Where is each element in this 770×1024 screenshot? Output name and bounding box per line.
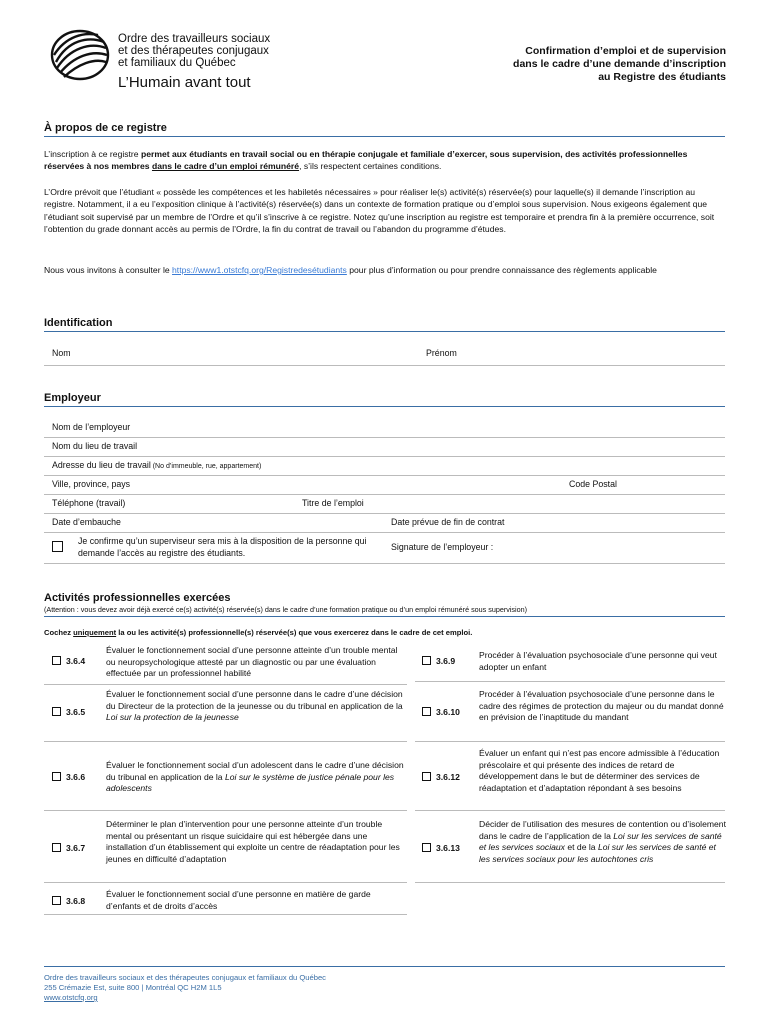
tagline: L’Humain avant tout bbox=[118, 74, 251, 91]
footer bbox=[44, 973, 326, 1003]
text-3-6-13-a: Décider de l’utilisation des mesures de contention ou d’isolement dans le cadre de l’application de la bbox=[479, 819, 726, 841]
text-3-6-5 bbox=[106, 689, 406, 724]
identification-section-title: Identification bbox=[44, 317, 113, 329]
postal-code-label: Code Postal bbox=[569, 479, 617, 489]
row-divider bbox=[44, 914, 407, 915]
row-divider bbox=[44, 741, 407, 742]
activity-3-6-13[interactable] bbox=[422, 843, 460, 853]
checkbox-3-6-8[interactable] bbox=[52, 896, 61, 905]
about-p1-c: dans le cadre d’un emploi rémunéré bbox=[151, 161, 300, 172]
footer-divider bbox=[44, 966, 725, 967]
address-label-text: Adresse du lieu de travail bbox=[52, 460, 151, 470]
text-3-6-10: Procéder à l’évaluation psychosociale d’une personne dans le cadre des régimes de protection du majeur ou du mandat donné en prévision de l’inaptitude du mandant bbox=[479, 689, 724, 722]
activity-3-6-5[interactable] bbox=[52, 707, 85, 717]
code-3-6-5: 3.6.5 bbox=[66, 707, 86, 717]
supervisor-confirm-checkbox[interactable] bbox=[52, 541, 63, 552]
activities-note: (Attention : vous devez avoir déjà exercé ce(s) activité(s) réservée(s) dans le cadre d’une formation pratique ou d’un emploi rémunéré sous supervision) bbox=[44, 605, 527, 614]
activities-section-title: Activités professionnelles exercées bbox=[44, 592, 231, 604]
about-p1-b: permet aux étudiants en travail social ou en thérapie conjugale et familiale d’exercer, sous supervision, des activités professionnelles réservées à nos membres bbox=[44, 149, 688, 172]
text-3-6-5-law: Loi sur la protection de la jeunesse bbox=[106, 712, 239, 722]
checkbox-3-6-6[interactable] bbox=[52, 772, 61, 781]
text-3-6-6-a: Évaluer le fonctionnement social d’un adolescent dans le cadre d’une décision du tribunal en application de la bbox=[106, 760, 404, 782]
title-line-3: au Registre des étudiants bbox=[598, 71, 726, 83]
activity-3-6-4[interactable] bbox=[52, 656, 85, 666]
text-3-6-6-law: Loi sur le système de justice pénale pour les adolescents bbox=[106, 771, 395, 793]
city-row[interactable] bbox=[44, 476, 725, 495]
about-paragraph-3 bbox=[44, 264, 726, 276]
instr-b: la ou les activité(s) professionnelle(s) réservée(s) que vous exercerez dans le cadre de cet emploi. bbox=[116, 628, 473, 637]
employer-section-title: Employeur bbox=[44, 392, 101, 404]
address-note: (No d’immeuble, rue, appartement) bbox=[150, 463, 262, 470]
text-3-6-13-law-1: Loi sur les services de santé et les services sociaux bbox=[479, 830, 722, 852]
about-paragraph-1 bbox=[44, 148, 726, 173]
footer-website-link[interactable]: www.otstcfq.org bbox=[44, 993, 98, 1002]
nom-label: Nom bbox=[52, 348, 71, 358]
checkbox-3-6-13[interactable] bbox=[422, 843, 431, 852]
checkbox-3-6-12[interactable] bbox=[422, 772, 431, 781]
footer-address: 255 Crémazie Est, suite 800 | Montréal QC H2M 1L5 bbox=[44, 983, 222, 992]
text-3-6-9: Procéder à l’évaluation psychosociale d’une personne qui veut adopter un enfant bbox=[479, 650, 717, 672]
activity-3-6-6[interactable] bbox=[52, 772, 85, 782]
title-line-1: Confirmation d’emploi et de supervision bbox=[525, 45, 726, 57]
prenom-label: Prénom bbox=[426, 348, 457, 358]
footer-org: Ordre des travailleurs sociaux et des thérapeutes conjugaux et familiaux du Québec bbox=[44, 973, 326, 982]
text-3-6-7: Déterminer le plan d’intervention pour une personne atteinte d’un trouble mental ou présentant un risque suicidaire qui est hébergée dans une installation d’un établissement qui exploite un centre de réadaptation pour les jeunes en difficulté d’adaptation bbox=[106, 819, 400, 864]
logo-emblem-icon bbox=[48, 26, 112, 84]
identification-divider bbox=[44, 331, 725, 332]
instr-a: Cochez bbox=[44, 628, 74, 637]
activity-3-6-9[interactable] bbox=[422, 656, 455, 666]
workplace-name-field[interactable] bbox=[44, 438, 725, 457]
code-3-6-6: 3.6.6 bbox=[66, 772, 86, 782]
about-divider bbox=[44, 136, 725, 137]
org-line-1: Ordre des travailleurs sociaux bbox=[118, 33, 271, 45]
text-3-6-12: Évaluer un enfant qui n’est pas encore admissible à l’éducation préscolaire et qui présente des indices de retard de développement dans le but de déterminer des services de réadaptation et d’adaptation répondant à ses besoins bbox=[479, 748, 720, 793]
title-line-2: dans le cadre d’une demande d’inscription bbox=[513, 58, 726, 70]
about-p1-a: L’inscription à ce registre bbox=[44, 149, 141, 159]
text-3-6-13-law-2: Loi sur les services de santé et les services sociaux pour les autochtones cris bbox=[479, 842, 716, 864]
org-name bbox=[118, 33, 270, 69]
row-divider bbox=[415, 681, 725, 682]
employer-name-label: Nom de l’employeur bbox=[52, 422, 131, 432]
code-3-6-4: 3.6.4 bbox=[66, 656, 86, 666]
registry-link[interactable]: https://www1.otstcfq.org/Registredesétudiants bbox=[172, 265, 347, 275]
checkbox-3-6-7[interactable] bbox=[52, 843, 61, 852]
employer-divider bbox=[44, 406, 725, 407]
workplace-name-label: Nom du lieu de travail bbox=[52, 441, 138, 451]
employer-signature-label: Signature de l’employeur : bbox=[391, 542, 494, 552]
org-line-3: et familiaux du Québec bbox=[118, 57, 236, 69]
activity-3-6-12[interactable] bbox=[422, 772, 460, 782]
text-3-6-4: Évaluer le fonctionnement social d’une personne atteinte d’un trouble mental ou neuropsychologique attesté par un diagnostic ou par une évaluation effectuée par un professionnel habilité bbox=[106, 645, 398, 678]
checkbox-3-6-10[interactable] bbox=[422, 707, 431, 716]
workplace-address-label bbox=[52, 460, 261, 470]
code-3-6-7: 3.6.7 bbox=[66, 843, 86, 853]
about-paragraph-2: L’Ordre prévoit que l’étudiant « possède les compétences et les habiletés nécessaires » pour réaliser le(s) activité(s) réservée(s) pour laquelle(s) il demande l’inscription au registre. Notamment, il a eu l’exposition clinique à l’activité(s) réservée(s) dans un contexte de formation pratique ou d’emploi sous supervision. Nous exigeons également que l’étudiant soit supervisé par un membre de l’Ordre et qu’il s’inscrive à ce registre. Notez qu’une inscription au registre est temporaire et prendra fin à la première occurrence, soit l’obtention du grade donnant accès au permis de l’Ordre, la fin du contrat de travail ou l’abandon du programme d’études. bbox=[44, 187, 715, 235]
text-3-6-8: Évaluer le fonctionnement social d’une personne en matière de garde d’enfants et de droits d’accès bbox=[106, 889, 371, 911]
text-3-6-13 bbox=[479, 819, 727, 865]
about-section-title: À propos de ce registre bbox=[44, 122, 167, 134]
activity-3-6-8[interactable] bbox=[52, 896, 85, 906]
workplace-address-field[interactable] bbox=[44, 457, 725, 476]
supervisor-confirm-text: Je confirme qu’un superviseur sera mis à la disposition de la personne qui demande l’accès au registre des étudiants. bbox=[78, 536, 367, 558]
text-3-6-6 bbox=[106, 760, 406, 795]
dates-row[interactable] bbox=[44, 514, 725, 533]
checkbox-3-6-9[interactable] bbox=[422, 656, 431, 665]
code-3-6-8: 3.6.8 bbox=[66, 896, 86, 906]
phone-label: Téléphone (travail) bbox=[52, 498, 126, 508]
activity-3-6-7[interactable] bbox=[52, 843, 85, 853]
job-title-label: Titre de l’emploi bbox=[302, 498, 364, 508]
city-label: Ville, province, pays bbox=[52, 479, 131, 489]
about-p1-d: , s’ils respectent certaines conditions. bbox=[299, 161, 442, 172]
employer-name-field[interactable] bbox=[44, 419, 725, 438]
code-3-6-10: 3.6.10 bbox=[436, 707, 460, 717]
org-line-2: et des thérapeutes conjugaux bbox=[118, 45, 269, 57]
instr-uniquement: uniquement bbox=[73, 628, 117, 637]
document-title bbox=[426, 45, 726, 84]
code-3-6-12: 3.6.12 bbox=[436, 772, 460, 782]
activity-3-6-10[interactable] bbox=[422, 707, 460, 717]
end-date-label: Date prévue de fin de contrat bbox=[391, 517, 505, 527]
about-p3-a: Nous vous invitons à consulter le bbox=[44, 265, 173, 275]
about-p3-b: pour plus d’information ou pour prendre connaissance des règlements applicable bbox=[346, 265, 657, 275]
hire-date-label: Date d’embauche bbox=[52, 517, 121, 527]
activities-divider bbox=[44, 616, 725, 617]
row-divider bbox=[415, 810, 725, 811]
code-3-6-13: 3.6.13 bbox=[436, 843, 460, 853]
confirmation-row bbox=[44, 533, 725, 564]
text-3-6-5-a: Évaluer le fonctionnement social d’une personne dans le cadre d’une décision du Directeur de la protection de la jeunesse ou du tribunal en application de la bbox=[106, 689, 403, 711]
row-divider bbox=[44, 882, 407, 883]
checkbox-3-6-4[interactable] bbox=[52, 656, 61, 665]
row-divider bbox=[415, 882, 725, 883]
row-divider bbox=[415, 741, 725, 742]
phone-row[interactable] bbox=[44, 495, 725, 514]
checkbox-3-6-5[interactable] bbox=[52, 707, 61, 716]
code-3-6-9: 3.6.9 bbox=[436, 656, 456, 666]
row-divider bbox=[44, 684, 407, 685]
row-divider bbox=[44, 810, 407, 811]
name-row bbox=[44, 345, 725, 366]
text-3-6-13-b: et de la bbox=[564, 842, 598, 852]
activities-instruction bbox=[44, 628, 472, 637]
